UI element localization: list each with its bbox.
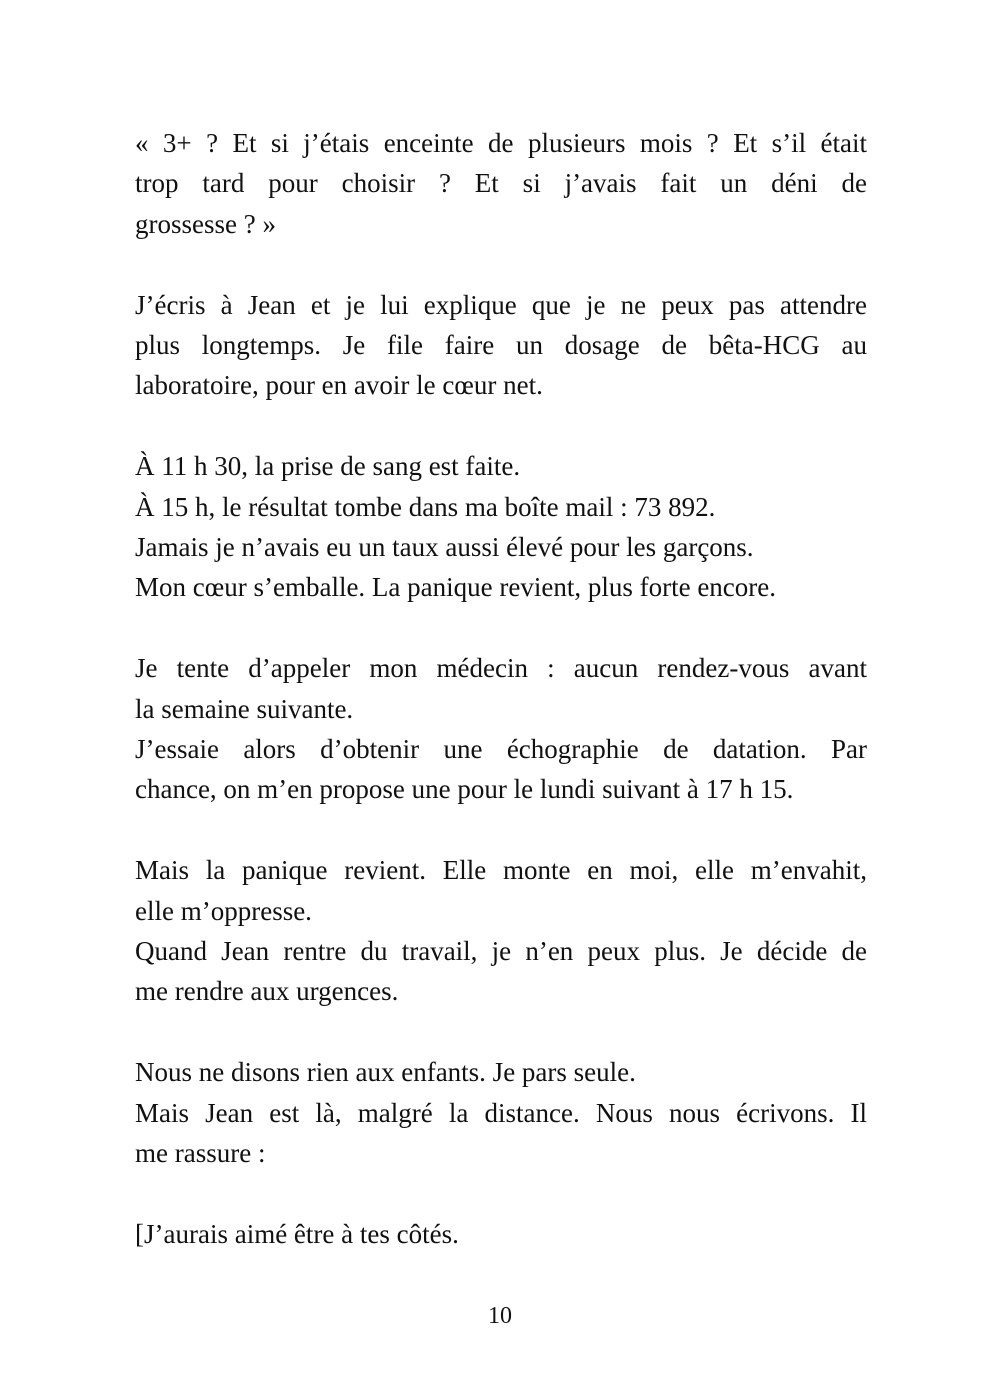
text-line: À 11 h 30, la prise de sang est faite. <box>135 451 521 482</box>
paragraph <box>135 850 867 1012</box>
text-line: me rassure : <box>135 1138 266 1169</box>
text-line: Mais la panique revient. Elle monte en moi, elle m’envahit, <box>135 855 867 886</box>
text-line: Jamais je n’avais eu un taux aussi élevé pour les garçons. <box>135 532 754 563</box>
text-line: « 3+ ? Et si j’étais enceinte de plusieurs mois ? Et s’il était <box>135 128 867 158</box>
text-line: À 15 h, le résultat tombe dans ma boîte mail : 73 892. <box>135 491 716 522</box>
paragraph <box>135 446 867 608</box>
paragraph <box>135 285 867 406</box>
text-line: chance, on m’en propose une pour le lundi suivant à 17 h 15. <box>135 774 794 805</box>
text-line: me rendre aux urgences. <box>135 976 399 1007</box>
text-line: Nous ne disons rien aux enfants. Je pars seule. <box>135 1057 636 1088</box>
text-line: Mais Jean est là, malgré la distance. Nous nous écrivons. Il <box>135 1097 867 1128</box>
paragraph <box>135 123 867 244</box>
text-line: elle m’oppresse. <box>135 895 312 926</box>
text-line: Quand Jean rentre du travail, je n’en peux plus. Je décide de <box>135 936 867 967</box>
text-line: trop tard pour choisir ? Et si j’avais fait un déni de <box>135 168 867 199</box>
text-line: Je tente d’appeler mon médecin : aucun rendez-vous avant <box>135 653 867 684</box>
page-number: 10 <box>488 1303 512 1329</box>
text-line: plus longtemps. Je file faire un dosage de bêta-HCG au <box>135 330 867 361</box>
paragraph <box>135 1214 867 1254</box>
text-line: Mon cœur s’emballe. La panique revient, plus forte encore. <box>135 572 777 603</box>
paragraph <box>135 648 867 810</box>
body-text <box>135 123 867 1254</box>
text-line: J’essaie alors d’obtenir une échographie de datation. Par <box>135 734 867 765</box>
text-line: grossesse ? » <box>135 208 276 239</box>
paragraph <box>135 1052 867 1173</box>
text-line: laboratoire, pour en avoir le cœur net. <box>135 370 543 401</box>
text-line: J’écris à Jean et je lui explique que je ne peux pas attendre <box>135 289 867 320</box>
text-line: la semaine suivante. <box>135 693 354 724</box>
text-line: [J’aurais aimé être à tes côtés. <box>135 1218 459 1249</box>
